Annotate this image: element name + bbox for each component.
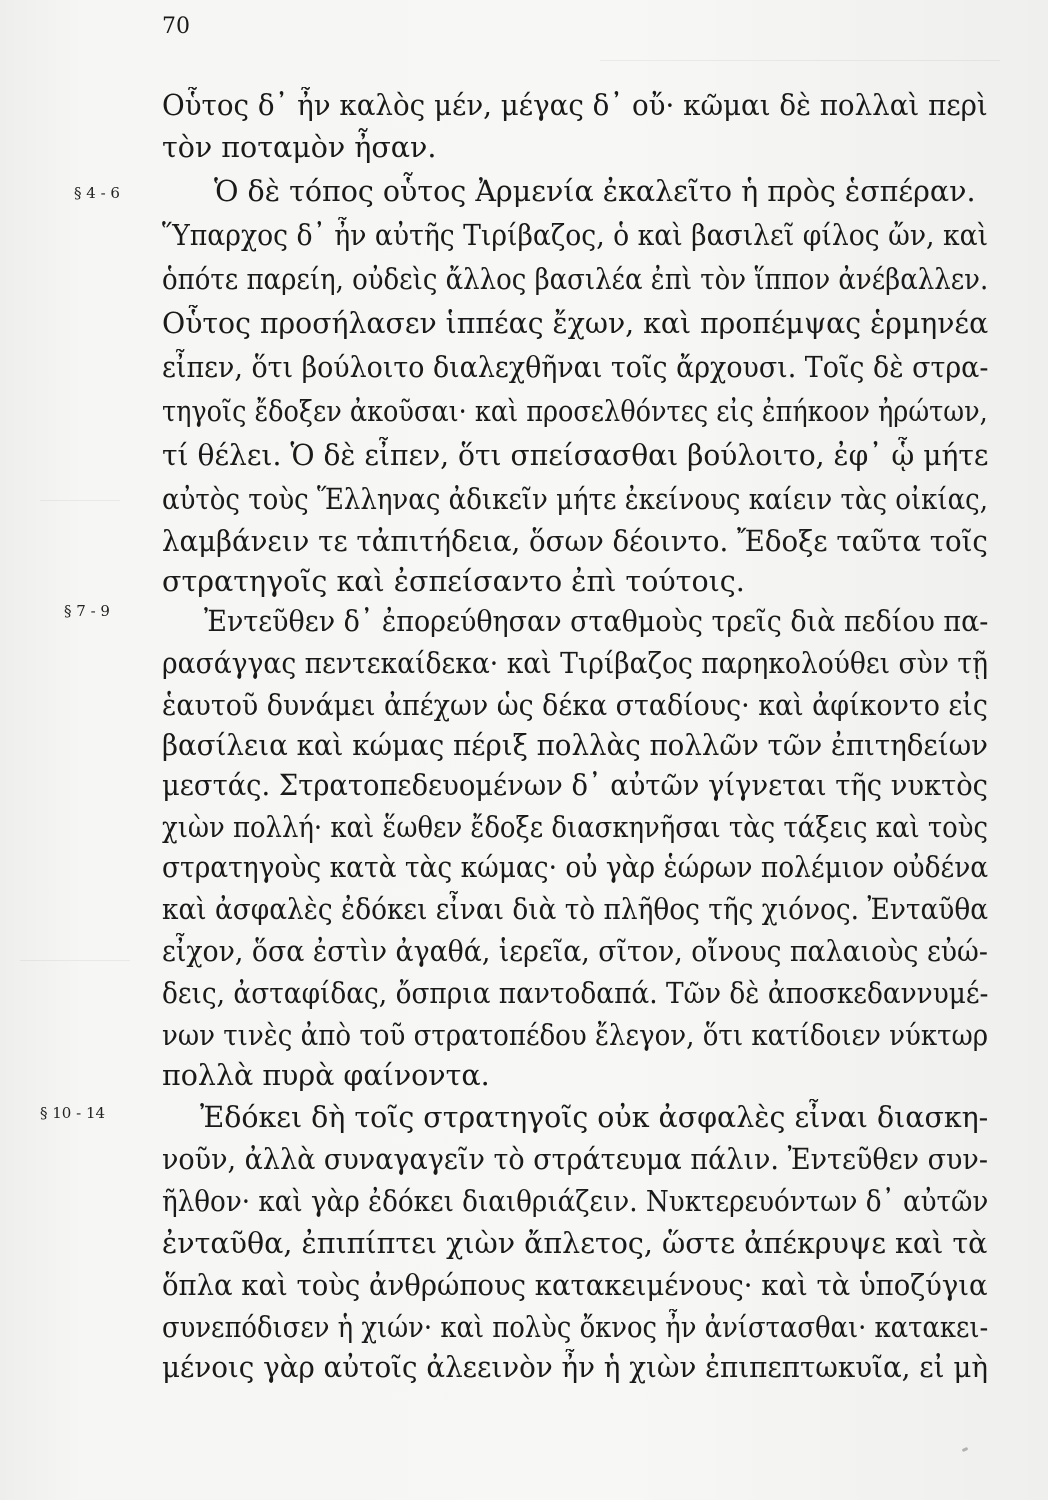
text-line: αὐτὸς τοὺς Ἕλληνας ἀδικεῖν μήτε ἐκείνους καίειν τὰς οἰκίας, [162,483,989,516]
text-line: βασίλεια καὶ κώμας πέριξ πολλὰς πολλῶν τῶν ἐπιτηδείων [162,729,988,762]
section-marker: § 4 - 6 [74,184,120,202]
section-marker: § 10 - 14 [40,1104,106,1122]
paper-speck [962,1447,969,1452]
text-line: χιὼν πολλή· καὶ ἕωθεν ἔδοξε διασκηνῆσαι τὰς τάξεις καὶ τοὺς [162,811,989,844]
text-line: Ὕπαρχος δ᾿ ἦν αὐτῆς Τιρίβαζος, ὁ καὶ βασιλεῖ φίλος ὤν, καὶ [162,219,989,252]
text-line: εἶπεν, ὅτι βούλοιτο διαλεχθῆναι τοῖς ἄρχουσι. Τοῖς δὲ στρα- [162,351,989,384]
text-line: Οὗτος προσήλασεν ἱππέας ἔχων, καὶ προπέμψας ἑρμηνέα [162,307,989,340]
show-through-line [20,960,130,961]
text-line: πολλὰ πυρὰ φαίνοντα. [162,1059,490,1092]
text-line: Ὁ δὲ τόπος οὗτος Ἀρμενία ἐκαλεῖτο ἡ πρὸς ἑσπέραν. [214,175,976,208]
text-line: συνεπόδισεν ἡ χιών· καὶ πολὺς ὄκνος ἦν ἀνίστασθαι· κατακει- [162,1311,989,1344]
text-line: ἑαυτοῦ δυνάμει ἀπέχων ὡς δέκα σταδίους· καὶ ἀφίκοντο εἰς [162,689,988,722]
text-line: νων τινὲς ἀπὸ τοῦ στρατοπέδου ἔλεγον, ὅτι κατίδοιεν νύκτωρ [162,1019,989,1052]
text-line: ἐνταῦθα, ἐπιπίπτει χιὼν ἄπλετος, ὥστε ἀπέκρυψε καὶ τὰ [162,1227,988,1260]
text-line: καὶ ἀσφαλὲς ἐδόκει εἶναι διὰ τὸ πλῆθος τῆς χιόνος. Ἐνταῦθα [162,893,989,926]
text-line: λαμβάνειν τε τἀπιτήδεια, ὅσων δέοιντο. Ἔδοξε ταῦτα τοῖς [162,525,988,558]
text-line: στρατηγοὺς κατὰ τὰς κώμας· οὐ γὰρ ἑώρων πολέμιον οὐδένα [162,851,989,884]
text-line: τηγοῖς ἔδοξεν ἀκοῦσαι· καὶ προσελθόντες εἰς ἐπήκοον ἠρώτων, [162,395,988,428]
text-line: ρασάγγας πεντεκαίδεκα· καὶ Τιρίβαζος παρηκολούθει σὺν τῇ [162,647,988,680]
text-line: στρατηγοῖς καὶ ἐσπείσαντο ἐπὶ τούτοις. [162,565,745,598]
text-line: δεις, ἀσταφίδας, ὄσπρια παντοδαπά. Τῶν δὲ ἀποσκεδαννυμέ- [162,977,989,1010]
text-line: ὅπλα καὶ τοὺς ἀνθρώπους κατακειμένους· καὶ τὰ ὑποζύγια [162,1269,988,1302]
text-line: μεστάς. Στρατοπεδευομένων δ᾿ αὐτῶν γίγνεται τῆς νυκτὸς [162,769,989,802]
text-line: ῆλθον· καὶ γὰρ ἐδόκει διαιθριάζειν. Νυκτερευόντων δ᾿ αὐτῶν [162,1185,989,1218]
text-line: μένοις γὰρ αὐτοῖς ἀλεεινὸν ἦν ἡ χιὼν ἐπιπεπτωκυῖα, εἰ μὴ [162,1351,989,1384]
show-through-line [40,500,120,501]
text-line: Ἐντεῦθεν δ᾿ ἐπορεύθησαν σταθμοὺς τρεῖς διὰ πεδίου πα- [204,605,989,638]
text-line: τί θέλει. Ὁ δὲ εἶπεν, ὅτι σπείσασθαι βούλοιτο, ἐφ᾿ ᾧ μήτε [162,439,989,472]
text-line: ὁπότε παρείη, οὐδεὶς ἄλλος βασιλέα ἐπὶ τὸν ἵππον ἀνέβαλλεν. [162,263,989,296]
text-line: τὸν ποταμὸν ἦσαν. [162,131,437,164]
section-marker: § 7 - 9 [64,602,110,620]
text-line: νοῦν, ἀλλὰ συναγαγεῖν τὸ στράτευμα πάλιν. Ἐντεῦθεν συν- [162,1143,988,1176]
text-line: Οὗτος δ᾿ ἦν καλὸς μέν, μέγας δ᾿ οὔ· κῶμαι δὲ πολλαὶ περὶ [162,89,988,122]
text-line: Ἐδόκει δὴ τοῖς στρατηγοῖς οὐκ ἀσφαλὲς εἶναι διασκη- [200,1101,989,1134]
text-line: εἶχον, ὅσα ἐστὶν ἀγαθά, ἱερεῖα, σῖτον, οἴνους παλαιοὺς εὐώ- [162,935,988,968]
show-through-line [600,60,1000,61]
page-number: 70 [162,14,190,39]
